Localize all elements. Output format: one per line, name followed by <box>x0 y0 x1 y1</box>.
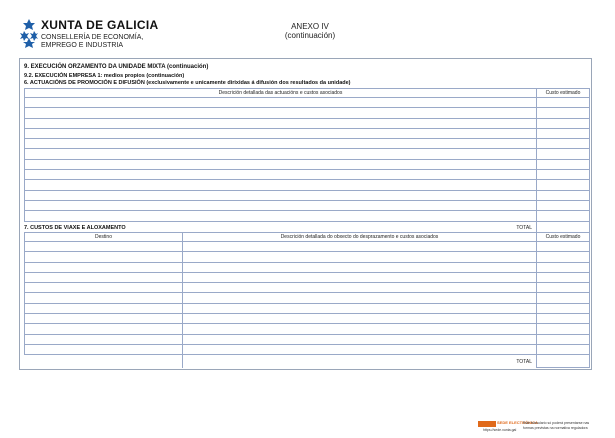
table-row <box>25 190 590 200</box>
description-cell[interactable] <box>183 283 537 293</box>
cost-cell[interactable] <box>537 159 590 169</box>
description-cell[interactable] <box>25 159 537 169</box>
description-cell[interactable] <box>25 118 537 128</box>
description-cell[interactable] <box>25 139 537 149</box>
table-row <box>25 180 590 190</box>
table-row <box>25 98 590 108</box>
total-label: TOTAL <box>183 355 537 368</box>
description-cell[interactable] <box>25 170 537 180</box>
section-9-title: 9. EXECUCIÓN ORZAMENTO DA UNIDADE MIXTA (continuación) <box>24 64 209 70</box>
sede-logo-icon <box>478 421 496 427</box>
table-row <box>25 128 590 138</box>
description-cell[interactable] <box>183 344 537 354</box>
section-6-title: 6. ACTUACIÓNS DE PROMOCIÓN E DIFUSIÓN (exclusivamente e unicamente dirixidas á difusión dos resultados da unidade) <box>24 80 351 86</box>
description-cell[interactable] <box>183 272 537 282</box>
description-cell[interactable] <box>183 314 537 324</box>
cost-cell[interactable] <box>537 200 590 210</box>
cost-cell[interactable] <box>537 334 590 344</box>
description-cell[interactable] <box>25 98 537 108</box>
promotion-table <box>24 88 590 235</box>
annex-title: ANEXO IV <box>291 22 329 31</box>
description-cell[interactable] <box>25 180 537 190</box>
destination-cell[interactable] <box>25 344 183 354</box>
travel-costs-table <box>24 232 590 368</box>
cost-cell[interactable] <box>537 303 590 313</box>
cost-cell[interactable] <box>537 252 590 262</box>
total-label: TOTAL <box>25 221 537 234</box>
footer-brand: SEDE ELECTRÓNICA <box>497 420 538 425</box>
total-row <box>25 355 590 368</box>
table-row <box>25 293 590 303</box>
description-cell[interactable] <box>183 262 537 272</box>
cost-cell[interactable] <box>537 139 590 149</box>
cost-cell[interactable] <box>537 242 590 252</box>
destination-cell[interactable] <box>25 252 183 262</box>
cost-cell[interactable] <box>537 170 590 180</box>
cost-cell[interactable] <box>537 211 590 221</box>
description-cell[interactable] <box>25 200 537 210</box>
table-row <box>25 200 590 210</box>
cost-cell[interactable] <box>537 98 590 108</box>
table-row <box>25 344 590 354</box>
cost-cell[interactable] <box>537 293 590 303</box>
table-row <box>25 170 590 180</box>
column-header-description: Descrición detallada do obxecto do desprazamento e custos asociados <box>183 233 537 242</box>
destination-cell[interactable] <box>25 262 183 272</box>
column-header-destination: Destino <box>25 233 183 242</box>
cost-cell[interactable] <box>537 149 590 159</box>
table-row <box>25 334 590 344</box>
description-cell[interactable] <box>25 149 537 159</box>
table-row <box>25 242 590 252</box>
xunta-logo-icon <box>20 18 38 48</box>
column-header-cost: Custo estimado <box>537 233 590 242</box>
cost-cell[interactable] <box>537 314 590 324</box>
table-row <box>25 159 590 169</box>
cost-cell[interactable] <box>537 283 590 293</box>
destination-cell[interactable] <box>25 283 183 293</box>
table-row <box>25 118 590 128</box>
destination-cell[interactable] <box>25 314 183 324</box>
cost-cell[interactable] <box>537 324 590 334</box>
description-cell[interactable] <box>183 324 537 334</box>
description-cell[interactable] <box>183 242 537 252</box>
department-line-2: EMPREGO E INDUSTRIA <box>41 42 124 49</box>
section-9-2-subtitle: 9.2. EXECUCIÓN EMPRESA 1: medios propios (continuación) <box>24 73 185 79</box>
cost-cell[interactable] <box>537 108 590 118</box>
footer-note-line-1: Este formulario só poderá presentarse nas <box>523 421 590 425</box>
destination-cell[interactable] <box>25 334 183 344</box>
footer-note-line-2: formas previstas na normativa reguladora <box>523 426 588 430</box>
description-cell[interactable] <box>183 334 537 344</box>
cost-cell[interactable] <box>537 344 590 354</box>
table-row <box>25 211 590 221</box>
destination-cell[interactable] <box>25 242 183 252</box>
org-name: XUNTA DE GALICIA <box>41 18 159 32</box>
table-row <box>25 139 590 149</box>
annex-subtitle: (continuación) <box>284 31 336 40</box>
section-7-title: 7. CUSTOS DE VIAXE E ALOXAMENTO <box>24 225 126 231</box>
cost-cell[interactable] <box>537 118 590 128</box>
description-cell[interactable] <box>25 108 537 118</box>
description-cell[interactable] <box>25 211 537 221</box>
description-cell[interactable] <box>183 252 537 262</box>
description-cell[interactable] <box>183 293 537 303</box>
description-cell[interactable] <box>183 303 537 313</box>
table-row <box>25 314 590 324</box>
department-line-1: CONSELLERÍA DE ECONOMÍA, <box>41 34 144 41</box>
table-row <box>25 303 590 313</box>
destination-cell[interactable] <box>25 272 183 282</box>
destination-cell[interactable] <box>25 303 183 313</box>
cost-cell[interactable] <box>537 262 590 272</box>
cost-cell[interactable] <box>537 180 590 190</box>
table-row <box>25 262 590 272</box>
column-header-description: Descrición detallada das actuacións e custos asociados <box>25 89 537 98</box>
table-row <box>25 252 590 262</box>
destination-cell[interactable] <box>25 324 183 334</box>
destination-cell[interactable] <box>25 293 183 303</box>
column-header-cost: Custo estimado <box>537 89 590 98</box>
table-row <box>25 149 590 159</box>
description-cell[interactable] <box>25 190 537 200</box>
total-cost-cell[interactable] <box>537 355 590 368</box>
table-row <box>25 272 590 282</box>
table-row <box>25 324 590 334</box>
cost-cell[interactable] <box>537 190 590 200</box>
description-cell[interactable] <box>25 128 537 138</box>
table-row <box>25 108 590 118</box>
table-row <box>25 283 590 293</box>
cost-cell[interactable] <box>537 272 590 282</box>
blank-cell <box>25 355 183 368</box>
cost-cell[interactable] <box>537 128 590 138</box>
footer-url[interactable]: https://sede.xunta.gal <box>483 428 517 432</box>
